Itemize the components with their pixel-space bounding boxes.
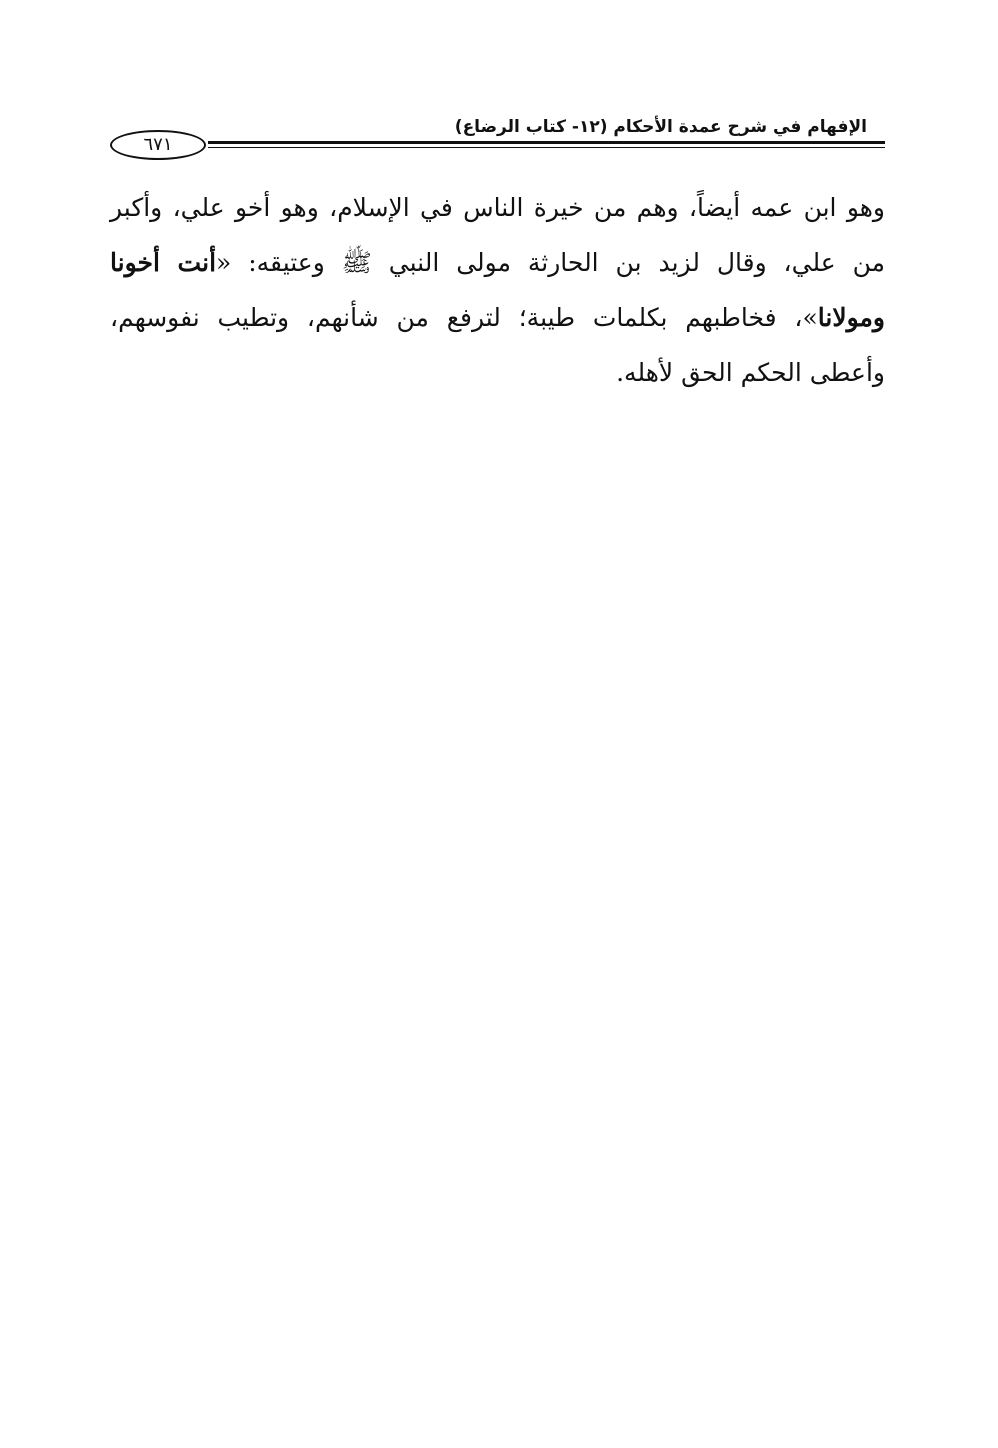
page-number: ٦٧١ <box>110 130 206 160</box>
header-rule-thick <box>208 141 885 144</box>
page-header <box>110 112 885 164</box>
header-rule-thin <box>208 147 885 148</box>
running-title: الإفهام في شرح عمدة الأحكام (١٢- كتاب الرضاع) <box>454 117 867 137</box>
paragraph-text-after: »، فخاطبهم بكلمات طيبة؛ لترفع من شأنهم، وتطيب نفوسهم، وأعطى الحكم الحق لأهله. <box>110 303 885 387</box>
paragraph-text-before: وهو ابن عمه أيضاً، وهم من خيرة الناس في الإسلام، وهو أخو علي، وأكبر من علي، وقال لزيد بن الحارثة مولى النبي ﷺ وعتيقه: « <box>110 193 885 277</box>
quoted-saying: أنت أخونا ومولانا <box>110 248 885 332</box>
body-paragraph <box>110 180 885 400</box>
